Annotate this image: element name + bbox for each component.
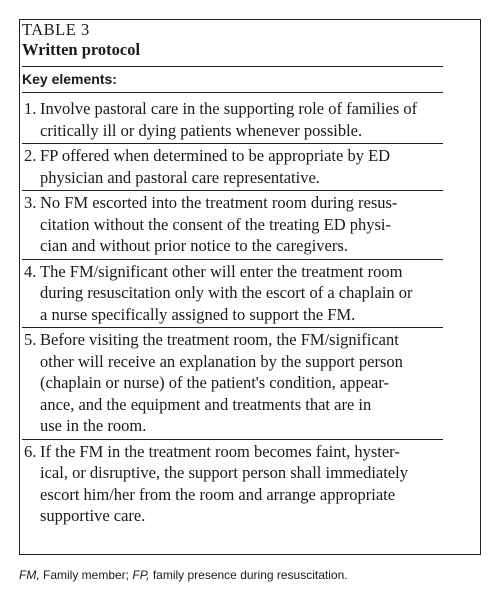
item-line: The FM/significant other will enter the treatment room: [40, 261, 403, 281]
protocol-item: [22, 260, 443, 329]
footnote-abbr-fp: FP,: [132, 568, 150, 582]
item-number: 4.: [24, 261, 37, 281]
item-line: ance, and the equipment and treatments that are in: [40, 394, 372, 414]
protocol-item: [22, 97, 443, 144]
footnote-def-fp: family presence during resuscitation.: [149, 568, 348, 582]
protocol-item: [22, 328, 443, 440]
item-number: 3.: [24, 193, 37, 212]
item-line: use in the room.: [40, 416, 147, 435]
protocol-item: [22, 144, 443, 191]
item-line: supportive care.: [40, 506, 146, 525]
item-line: during resuscitation only with the escort of a chaplain or: [40, 283, 413, 302]
item-line: FP offered when determined to be appropriate by ED: [40, 146, 391, 165]
item-line: physician and pastoral care representative.: [40, 167, 320, 187]
item-number: 6.: [24, 441, 37, 461]
protocol-item: [22, 440, 443, 529]
item-line: Before visiting the treatment room, the FM/significant: [40, 330, 399, 349]
protocol-item: [22, 191, 443, 260]
item-line: critically ill or dying patients whenever possible.: [40, 120, 363, 140]
table-label: TABLE 3: [22, 20, 90, 39]
protocol-list: [22, 97, 443, 529]
item-line: other will receive an explanation by the support person: [40, 351, 403, 371]
key-elements-heading: Key elements:: [22, 71, 117, 87]
item-line: ical, or disruptive, the support person shall immediately: [40, 463, 408, 482]
table-title: Written protocol: [22, 40, 141, 59]
item-line: If the FM in the treatment room becomes faint, hyster-: [40, 441, 400, 461]
item-line: (chaplain or nurse) of the patient's condition, appear-: [40, 373, 390, 392]
item-line: Involve pastoral care in the supporting role of families of: [40, 99, 418, 118]
footnote-def-fm: Family member;: [39, 568, 133, 582]
item-number: 5.: [24, 330, 37, 349]
item-line: citation without the consent of the treating ED physi-: [40, 214, 392, 234]
item-number: 1.: [24, 99, 37, 118]
item-line: a nurse specifically assigned to support the FM.: [40, 304, 356, 324]
item-line: escort him/her from the room and arrange appropriate: [40, 484, 396, 504]
table-footnote: [19, 567, 348, 583]
header-rule-top: [22, 66, 443, 67]
item-number: 2.: [24, 146, 37, 165]
header-rule-bottom: [22, 92, 443, 93]
item-line: No FM escorted into the treatment room during resus-: [40, 193, 398, 212]
footnote-abbr-fm: FM,: [19, 568, 40, 582]
item-line: cian and without prior notice to the caregivers.: [40, 236, 348, 255]
